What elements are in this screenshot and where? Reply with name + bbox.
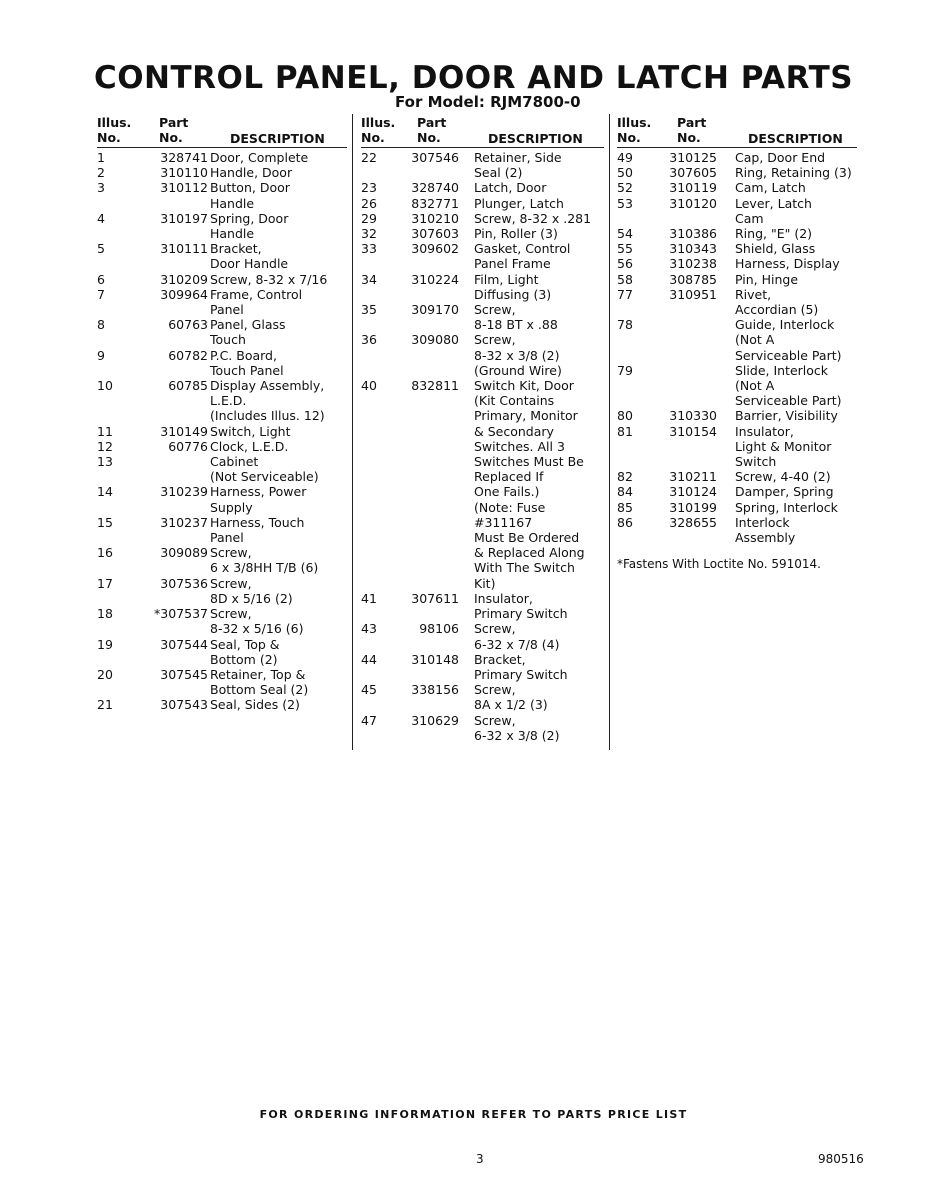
illus-number: 78 <box>617 317 633 333</box>
part-number: 310110 <box>160 165 208 181</box>
part-row <box>361 241 604 271</box>
illus-number: 23 <box>361 180 377 196</box>
part-description: Screw, 4-40 (2) <box>735 469 831 485</box>
part-number: 310210 <box>411 210 459 226</box>
illus-number: 58 <box>617 271 633 287</box>
part-description: Screw, 8A x 1/2 (3) <box>474 682 548 713</box>
part-number: 832771 <box>411 195 459 211</box>
illus-number: 36 <box>361 332 377 348</box>
part-number: 310120 <box>669 195 717 211</box>
part-number: 98106 <box>419 621 459 637</box>
loctite-note: *Fastens With Loctite No. 591014. <box>617 557 821 571</box>
header-part: Part No. <box>159 115 189 145</box>
part-description: Clock, L.E.D. <box>210 438 289 454</box>
part-number: 307544 <box>160 636 208 652</box>
part-number: 307536 <box>160 575 208 591</box>
part-number: 309080 <box>411 332 459 348</box>
illus-number: 13 <box>97 454 113 470</box>
part-description: Screw, 6-32 x 3/8 (2) <box>474 712 560 743</box>
part-description: Handle, Door <box>210 165 293 181</box>
part-row <box>617 150 857 165</box>
part-number: 310125 <box>669 150 717 165</box>
part-description: Seal, Sides (2) <box>210 697 300 713</box>
illus-number: 22 <box>361 150 377 165</box>
illus-number: 40 <box>361 378 377 394</box>
illus-number: 15 <box>97 514 113 530</box>
illus-number: 32 <box>361 226 377 242</box>
illus-number: 33 <box>361 241 377 257</box>
part-row <box>97 211 347 241</box>
part-row <box>361 180 604 195</box>
part-row <box>97 576 347 606</box>
part-number: 310330 <box>669 408 717 424</box>
part-description: Plunger, Latch <box>474 195 564 211</box>
part-row <box>97 287 347 317</box>
part-row <box>617 408 857 423</box>
part-number: 308785 <box>669 271 717 287</box>
illus-number: 55 <box>617 241 633 257</box>
part-number: 328655 <box>669 514 717 530</box>
part-row <box>361 150 604 180</box>
illus-number: 35 <box>361 302 377 318</box>
illus-number: 4 <box>97 210 105 226</box>
part-row <box>97 515 347 545</box>
part-number: 309089 <box>160 545 208 561</box>
part-description: Cap, Door End <box>735 150 826 165</box>
header-part: Part No. <box>417 115 447 145</box>
part-number: 310238 <box>669 256 717 272</box>
part-description: Screw, 6 x 3/8HH T/B (6) <box>210 545 319 576</box>
header-illus: Illus. No. <box>97 115 132 145</box>
illus-number: 53 <box>617 195 633 211</box>
part-number: 60763 <box>168 317 208 333</box>
part-row <box>361 378 604 591</box>
part-row <box>361 682 604 712</box>
part-description: Bracket, Door Handle <box>210 241 289 272</box>
part-description: P.C. Board, Touch Panel <box>210 347 284 378</box>
part-description: Display Assembly, L.E.D. (Includes Illus. 12) <box>210 378 325 424</box>
part-description: Gasket, Control Panel Frame <box>474 241 571 272</box>
illus-number: 10 <box>97 378 113 394</box>
part-number: 338156 <box>411 682 459 698</box>
illus-number: 44 <box>361 651 377 667</box>
part-description: Screw, 8-18 BT x .88 <box>474 302 558 333</box>
part-description: Screw, 8D x 5/16 (2) <box>210 575 293 606</box>
model-subtitle: For Model: RJM7800-0 <box>395 93 581 111</box>
parts-list <box>361 148 604 743</box>
header-illus: Illus. No. <box>617 115 652 145</box>
part-number: 307605 <box>669 165 717 181</box>
illus-number: 56 <box>617 256 633 272</box>
illus-number: 7 <box>97 286 105 302</box>
part-number: 310148 <box>411 651 459 667</box>
part-number: 309170 <box>411 302 459 318</box>
part-description: Spring, Interlock <box>735 499 838 515</box>
part-description: Screw, 8-32 x .281 <box>474 210 592 226</box>
part-row <box>97 637 347 667</box>
part-number: 310199 <box>669 499 717 515</box>
part-row <box>361 226 604 241</box>
part-description: Screw, 8-32 x 3/8 (2) (Ground Wire) <box>474 332 562 378</box>
header-description: DESCRIPTION <box>748 131 843 146</box>
part-row <box>97 454 347 484</box>
part-number: 310629 <box>411 712 459 728</box>
part-row <box>617 180 857 195</box>
part-description: Harness, Touch Panel <box>210 514 305 546</box>
part-row <box>361 713 604 743</box>
part-row <box>617 500 857 515</box>
illus-number: 41 <box>361 590 377 606</box>
column-header <box>97 114 347 148</box>
part-row <box>97 424 347 439</box>
part-row <box>97 317 347 347</box>
part-number: 60782 <box>168 347 208 363</box>
part-description: Screw, 8-32 x 5/16 (6) <box>210 606 304 637</box>
part-number: 310224 <box>411 271 459 287</box>
part-description: Ring, Retaining (3) <box>735 165 852 181</box>
part-row <box>97 150 347 165</box>
part-number: 310386 <box>669 226 717 242</box>
part-description: Rivet, Accordian (5) <box>735 286 819 318</box>
part-row <box>617 317 857 363</box>
part-row <box>97 667 347 697</box>
part-description: Harness, Power Supply <box>210 484 307 515</box>
part-row <box>361 332 604 378</box>
illus-number: 85 <box>617 499 633 515</box>
part-number: 310124 <box>669 484 717 500</box>
part-description: Frame, Control Panel <box>210 286 303 318</box>
part-number: 307603 <box>411 226 459 242</box>
part-row <box>97 241 347 271</box>
part-description: Bracket, Primary Switch <box>474 651 568 682</box>
part-number: 310111 <box>160 241 208 257</box>
part-row <box>617 256 857 271</box>
part-description: Shield, Glass <box>735 241 816 257</box>
illus-number: 54 <box>617 226 633 242</box>
part-number: 310951 <box>669 286 717 302</box>
part-number: 310119 <box>669 180 717 196</box>
illus-number: 79 <box>617 362 633 378</box>
part-number: 328741 <box>160 150 208 165</box>
part-row <box>617 165 857 180</box>
part-description: Screw, 8-32 x 7/16 <box>210 271 328 287</box>
part-row <box>361 591 604 621</box>
part-description: Barrier, Visibility <box>735 408 838 424</box>
illus-number: 17 <box>97 575 113 591</box>
part-description: Switch Kit, Door (Kit Contains Primary, Monitor & Secondary Switches. All 3 Switches Must Be Replaced If One Fails.) (Note: Fuse #311167 Must Be Ordered & Replaced Along With The Switch Kit) <box>474 378 585 591</box>
parts-list <box>97 148 347 713</box>
ordering-footer: FOR ORDERING INFORMATION REFER TO PARTS PRICE LIST <box>259 1108 688 1121</box>
part-row <box>97 545 347 575</box>
part-number: 309964 <box>160 286 208 302</box>
illus-number: 47 <box>361 712 377 728</box>
part-description: Slide, Interlock (Not A Serviceable Part) <box>735 362 842 409</box>
part-description: Cabinet (Not Serviceable) <box>210 454 319 485</box>
illus-number: 12 <box>97 438 113 454</box>
part-number: 310209 <box>160 271 208 287</box>
parts-column-2 <box>361 114 604 743</box>
illus-number: 86 <box>617 514 633 530</box>
part-row <box>617 515 857 545</box>
column-header <box>361 114 604 148</box>
part-number: 310149 <box>160 423 208 439</box>
part-description: Seal, Top & Bottom (2) <box>210 636 280 667</box>
part-number: 60785 <box>168 378 208 394</box>
illus-number: 8 <box>97 317 105 333</box>
part-description: Pin, Roller (3) <box>474 226 558 242</box>
part-description: Interlock Assembly <box>735 514 796 546</box>
part-description: Damper, Spring <box>735 484 834 500</box>
illus-number: 14 <box>97 484 113 500</box>
part-number: 310112 <box>160 180 208 196</box>
header-description: DESCRIPTION <box>230 131 325 146</box>
part-row <box>617 469 857 484</box>
part-row <box>361 652 604 682</box>
illus-number: 26 <box>361 195 377 211</box>
part-row <box>361 302 604 332</box>
header-part: Part No. <box>677 115 707 145</box>
part-row <box>617 363 857 409</box>
part-number: 307543 <box>160 697 208 713</box>
part-row <box>361 211 604 226</box>
header-description: DESCRIPTION <box>488 131 583 146</box>
illus-number: 50 <box>617 165 633 181</box>
part-row <box>617 287 857 317</box>
illus-number: 45 <box>361 682 377 698</box>
part-number: 310343 <box>669 241 717 257</box>
part-number: 832811 <box>411 378 459 394</box>
part-number: 309602 <box>411 241 459 257</box>
part-number: 310197 <box>160 210 208 226</box>
part-row <box>617 424 857 470</box>
column-divider <box>352 114 353 750</box>
part-number: 60776 <box>168 438 208 454</box>
illus-number: 5 <box>97 241 105 257</box>
header-illus: Illus. No. <box>361 115 396 145</box>
column-divider <box>609 114 610 750</box>
part-row <box>361 272 604 302</box>
page-title: CONTROL PANEL, DOOR AND LATCH PARTS <box>93 60 854 96</box>
parts-list <box>617 148 857 545</box>
part-description: Retainer, Side Seal (2) <box>474 150 562 181</box>
part-number: 328740 <box>411 180 459 196</box>
part-description: Guide, Interlock (Not A Serviceable Part) <box>735 317 842 363</box>
illus-number: 1 <box>97 150 105 165</box>
illus-number: 6 <box>97 271 105 287</box>
part-description: Door, Complete <box>210 150 309 165</box>
illus-number: 18 <box>97 606 113 622</box>
part-description: Retainer, Top & Bottom Seal (2) <box>210 666 309 698</box>
part-description: Film, Light Diffusing (3) <box>474 271 552 302</box>
part-row <box>97 606 347 636</box>
part-description: Panel, Glass Touch <box>210 317 286 348</box>
illus-number: 49 <box>617 150 633 165</box>
part-description: Switch, Light <box>210 423 291 439</box>
illus-number: 81 <box>617 423 633 439</box>
illus-number: 2 <box>97 165 105 181</box>
part-number: 310237 <box>160 514 208 530</box>
illus-number: 77 <box>617 286 633 302</box>
part-description: Cam, Latch <box>735 180 806 196</box>
part-row <box>97 484 347 514</box>
part-description: Lever, Latch Cam <box>735 195 812 226</box>
part-description: Screw, 6-32 x 7/8 (4) <box>474 621 560 652</box>
illus-number: 84 <box>617 484 633 500</box>
part-row <box>97 439 347 454</box>
part-row <box>617 241 857 256</box>
part-description: Insulator, Light & Monitor Switch <box>735 423 832 470</box>
part-row <box>361 196 604 211</box>
part-description: Spring, Door Handle <box>210 210 289 242</box>
part-row <box>97 165 347 180</box>
parts-column-1 <box>97 114 347 713</box>
part-description: Latch, Door <box>474 180 547 196</box>
part-row <box>617 272 857 287</box>
part-number: 310211 <box>669 469 717 485</box>
illus-number: 21 <box>97 697 113 713</box>
illus-number: 43 <box>361 621 377 637</box>
part-row <box>97 348 347 378</box>
illus-number: 20 <box>97 666 113 682</box>
part-number: 310154 <box>669 423 717 439</box>
part-number: *307537 <box>154 606 208 622</box>
document-number: 980516 <box>818 1152 864 1166</box>
part-row <box>97 697 347 712</box>
illus-number: 3 <box>97 180 105 196</box>
part-row <box>617 484 857 499</box>
column-header <box>617 114 857 148</box>
part-description: Button, Door Handle <box>210 180 290 211</box>
part-row <box>617 226 857 241</box>
parts-column-3 <box>617 114 857 545</box>
part-number: 307611 <box>411 590 459 606</box>
part-row <box>617 196 857 226</box>
part-number: 307546 <box>411 150 459 165</box>
illus-number: 34 <box>361 271 377 287</box>
illus-number: 52 <box>617 180 633 196</box>
illus-number: 82 <box>617 469 633 485</box>
illus-number: 16 <box>97 545 113 561</box>
illus-number: 9 <box>97 347 105 363</box>
part-row <box>97 180 347 210</box>
part-description: Harness, Display <box>735 256 840 272</box>
illus-number: 80 <box>617 408 633 424</box>
part-number: 310239 <box>160 484 208 500</box>
page-number: 3 <box>476 1152 484 1166</box>
part-number: 307545 <box>160 666 208 682</box>
illus-number: 11 <box>97 423 113 439</box>
part-row <box>97 272 347 287</box>
illus-number: 19 <box>97 636 113 652</box>
illus-number: 29 <box>361 210 377 226</box>
part-description: Pin, Hinge <box>735 271 799 287</box>
part-row <box>97 378 347 424</box>
part-description: Insulator, Primary Switch <box>474 590 568 622</box>
part-row <box>361 621 604 651</box>
part-description: Ring, "E" (2) <box>735 226 813 242</box>
